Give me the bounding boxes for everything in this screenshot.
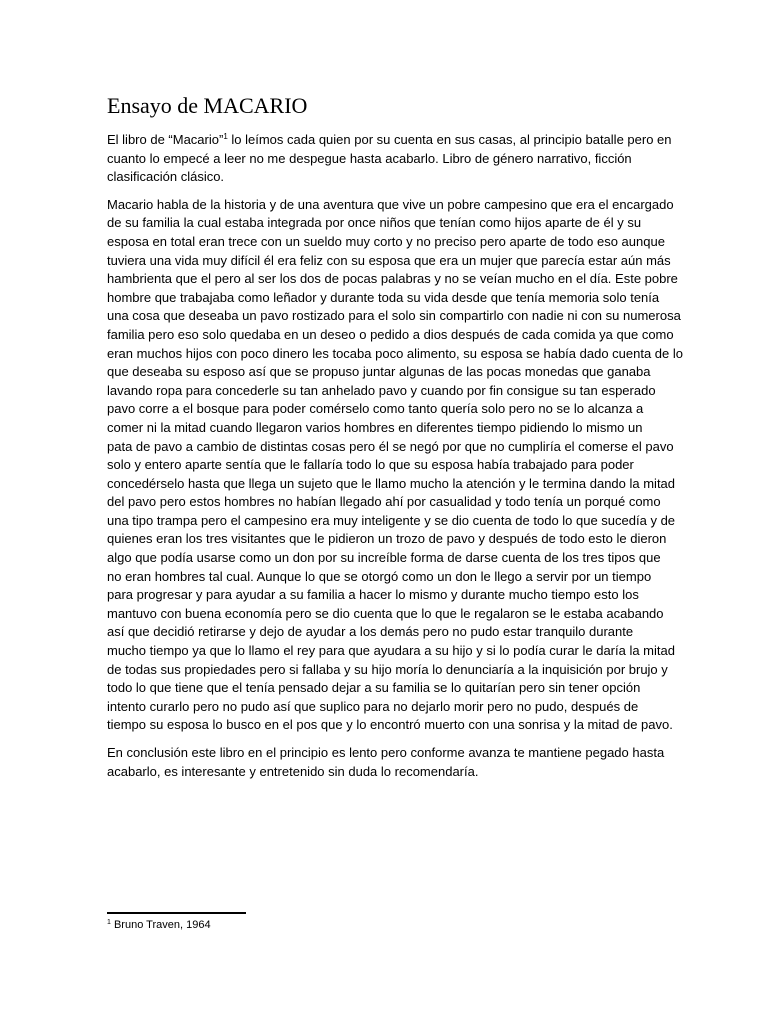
story-line: del pavo pero estos hombres no habían llegado ahí por casualidad y todo tenía un porqué como: [107, 494, 661, 510]
story-line: todo lo que tiene que el tenía pensado dejar a su familia se lo quitarían pero sin tener opción: [107, 680, 641, 696]
intro-line-1: [107, 131, 672, 150]
story-line: algo que podía usarse como un don por su increíble forma de darse cuenta de los tres tipos que: [107, 550, 661, 566]
story-line: de su familia la cual estaba integrada por once niños que tenían como hijos aparte de él y su: [107, 215, 642, 231]
intro-line-1-end: lo leímos cada quien por su cuenta en sus casas, al principio batalle pero en: [227, 132, 672, 147]
footnote-reference: 1: [223, 132, 228, 141]
footnote: [107, 917, 211, 933]
story-line: tuviera una vida muy difícil él era feliz con su esposa que era un mujer que parecía estar aún más: [107, 252, 671, 268]
story-line: de todas sus propiedades pero si fallaba y su hijo moría lo denunciaría a la inquisición por brujo y: [107, 661, 668, 677]
story-line: una cosa que deseaba un pavo rostizado para el solo sin compartirlo con nadie ni con su numerosa: [107, 308, 681, 324]
story-line: hambrienta que el pero al ser los dos de pocas palabras y no se veían mucho en el día. Este pobre: [107, 271, 678, 287]
story-line: mucho tiempo ya que lo llamo el rey para que ayudara a su hijo y si lo podía curar le daría la mitad: [107, 643, 675, 659]
intro-paragraph: [107, 131, 672, 187]
story-line: Macario habla de la historia y de una aventura que vive un pobre campesino que era el encargado: [107, 196, 674, 212]
story-line: lavando ropa para concederle su tan anhelado pavo y cuando por fin consigue su tan esperado: [107, 382, 656, 398]
story-line: comer ni la mitad cuando llegaron varios hombres en diferentes tiempo pidiendo lo mismo un: [107, 419, 643, 435]
story-line: así que decidió retirarse y dejo de ayudar a los demás pero no pudo estar tranquilo durante: [107, 624, 634, 640]
story-line: familia pero eso solo quedaba en un deseo o pedido a dios después de cada comida ya que como: [107, 326, 674, 342]
story-line: intento curarlo pero no pudo así que suplico para no dejarlo morir pero no pudo, después de: [107, 698, 639, 714]
conclusion-line: acabarlo, es interesante y entretenido sin duda lo recomendaría.: [107, 763, 479, 779]
footnote-text: Bruno Traven, 1964: [110, 919, 211, 931]
story-line: para progresar y para ayudar a su familia a hacer lo mismo y durante mucho tiempo esto los: [107, 587, 639, 603]
story-line: que deseaba su esposo así que se propuso juntar algunas de las pocas monedas que ganaba: [107, 364, 651, 380]
story-line: pata de pavo a cambio de distintas cosas pero él se negó por que no cumpliría el comerse el pavo: [107, 438, 674, 454]
story-line: no eran hombres tal cual. Aunque lo que se otorgó como un don le llego a servir por un tiempo: [107, 568, 652, 584]
story-line: pavo corre a el bosque para poder comérselo como tanto quería solo pero no se lo alcanza a: [107, 401, 644, 417]
conclusion-line: En conclusión este libro en el principio es lento pero conforme avanza te mantiene pegado hasta: [107, 745, 665, 760]
story-line: concedérselo hasta que llega un sujeto que le llamo mucho la atención y le termina dando la mitad: [107, 475, 676, 491]
story-line: una tipo trampa pero el campesino era muy inteligente y se dio cuenta de todo lo que sucedía y de: [107, 512, 676, 528]
story-line: esposa en total eran trece con un sueldo muy corto y no preciso pero aparte de todo eso aunque: [107, 233, 665, 249]
story-line: mantuvo con buena economía pero se dio cuenta que lo que le regalaron se le estaba acabando: [107, 605, 664, 621]
intro-line-3: clasificación clásico.: [107, 169, 225, 185]
intro-line-1-start: El libro de “Macario”: [107, 132, 224, 147]
essay-title: Ensayo de MACARIO: [107, 93, 308, 118]
story-line: tiempo su esposa lo busco en el pos que y lo encontró muerto con una sonrisa y la mitad de pavo.: [107, 717, 673, 733]
essay-body: [107, 131, 683, 790]
story-line: hombre que trabajaba como leñador y durante toda su vida desde que tenía memoria solo tenía: [107, 289, 660, 305]
conclusion-paragraph: [107, 744, 667, 781]
story-paragraph: [107, 196, 683, 735]
footnote-marker: 1: [107, 919, 111, 926]
story-line: solo y entero aparte sentía que le fallaría todo lo que su esposa había trabajado para poder: [107, 457, 634, 473]
intro-line-2: cuanto lo empecé a leer no me despegue hasta acabarlo. Libro de género narrativo, ficción: [107, 150, 632, 166]
story-line: quienes eran los tres visitantes que le pidieron un trozo de pavo y después de todo esto le dieron: [107, 531, 667, 547]
footnote-separator: [107, 912, 246, 914]
story-line: eran muchos hijos con poco dinero les tocaba poco alimento, su esposa se había dado cuenta de lo: [107, 345, 683, 361]
